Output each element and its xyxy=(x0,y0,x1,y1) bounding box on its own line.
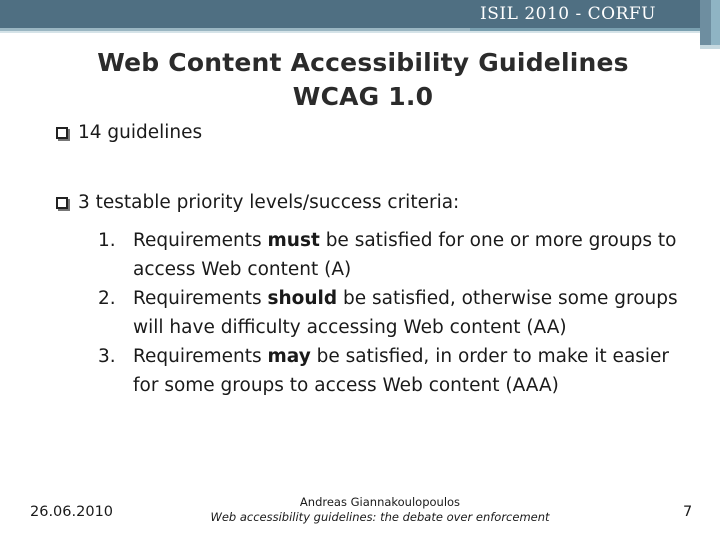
checkbox-bullet-icon xyxy=(56,197,68,209)
item-text-pre: Requirements xyxy=(133,346,268,367)
list-item xyxy=(98,342,698,400)
accent-bar xyxy=(700,0,711,45)
header-bar xyxy=(0,0,700,28)
footer-center xyxy=(190,495,570,525)
footer-date: 26.06.2010 xyxy=(30,504,114,520)
item-number: 2. xyxy=(98,288,116,309)
item-number: 1. xyxy=(98,230,116,251)
slide-title xyxy=(0,46,720,114)
bullet-text: 3 testable priority levels/success criteria: xyxy=(78,192,460,213)
footer-author: Andreas Giannakoulopoulos xyxy=(299,495,461,509)
bullet-item xyxy=(56,121,202,145)
item-text xyxy=(133,226,698,284)
accent-bar xyxy=(711,0,720,45)
item-text xyxy=(133,342,698,400)
item-text-post: be satisfied, otherwise some groups will have difficulty accessing Web content (AA) xyxy=(133,288,678,338)
title-line-1: Web Content Accessibility Guidelines xyxy=(97,48,629,77)
item-text-pre: Requirements xyxy=(133,230,268,251)
item-text-pre: Requirements xyxy=(133,288,268,309)
checkbox-bullet-icon xyxy=(56,127,68,139)
list-item xyxy=(98,226,698,284)
header-rule xyxy=(0,31,700,33)
item-text xyxy=(133,284,698,342)
bullet-text: 14 guidelines xyxy=(78,122,203,143)
footer-subtitle: Web accessibility guidelines: the debate over enforcement xyxy=(210,510,550,524)
item-text-post: be satisfied, in order to make it easier for some groups to access Web content (AAA) xyxy=(133,346,670,396)
numbered-list xyxy=(98,226,698,400)
item-keyword: may xyxy=(267,346,311,367)
item-number: 3. xyxy=(98,346,116,367)
page-number: 7 xyxy=(683,504,693,520)
bullet-item xyxy=(56,191,459,215)
item-keyword: must xyxy=(267,230,320,251)
title-line-2: WCAG 1.0 xyxy=(292,82,434,111)
item-text-post: be satisfied for one or more groups to access Web content (A) xyxy=(133,230,677,280)
item-keyword: should xyxy=(267,288,338,309)
list-item xyxy=(98,284,698,342)
header-title: ISIL 2010 - CORFU xyxy=(480,4,656,24)
